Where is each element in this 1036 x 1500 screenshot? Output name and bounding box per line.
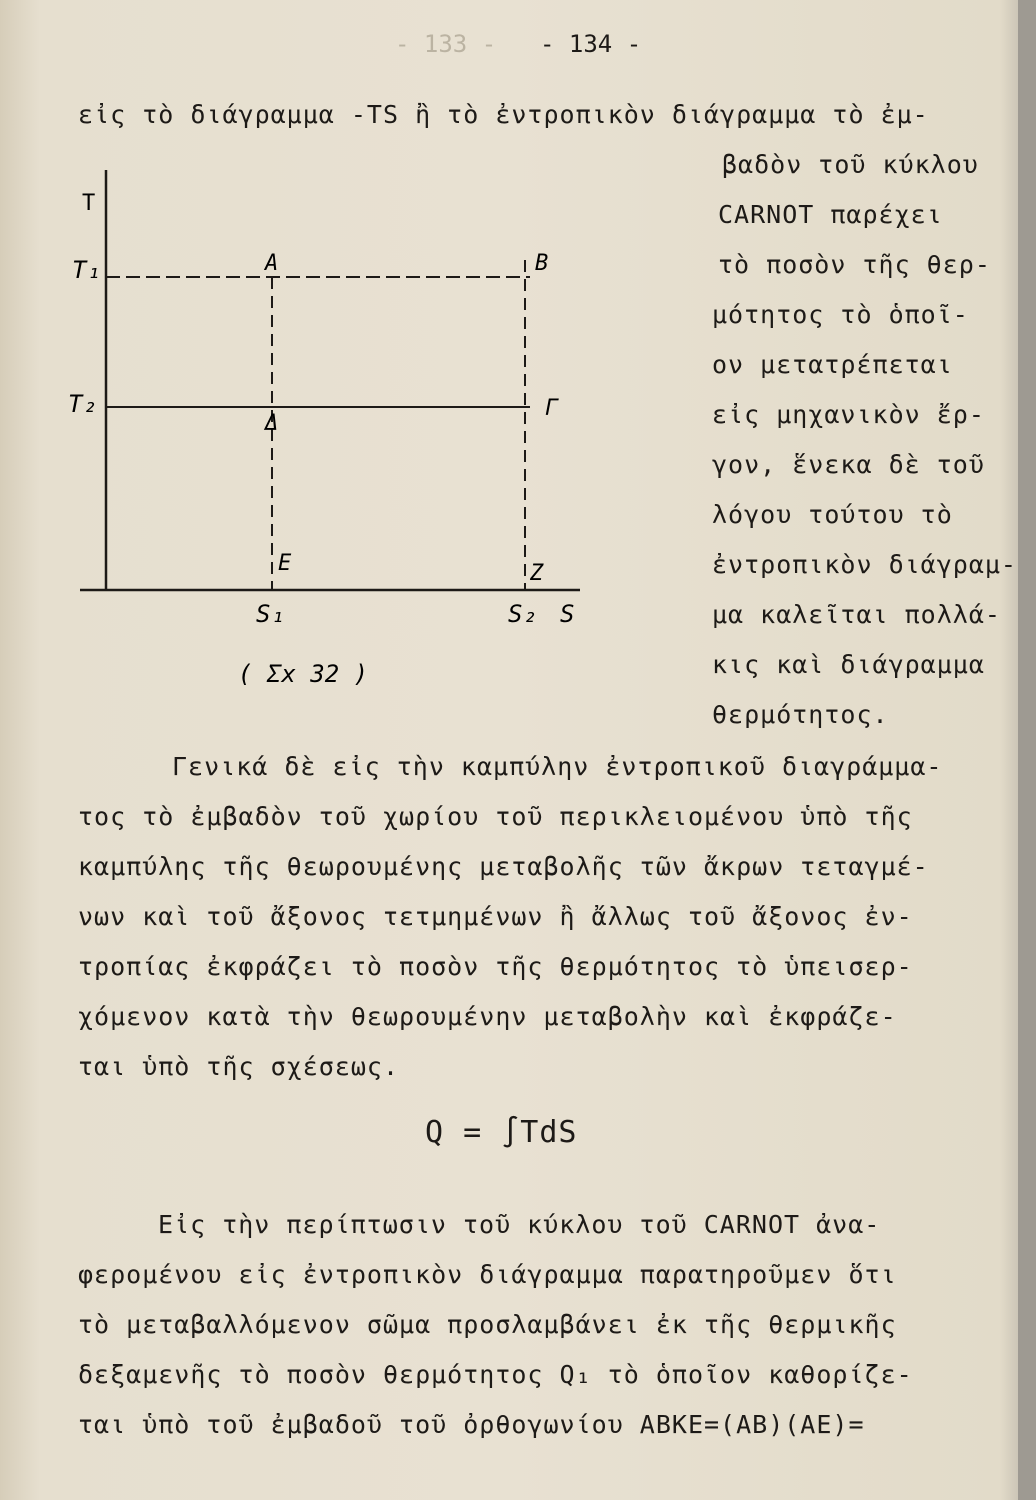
label-e: E xyxy=(278,551,292,576)
paragraph-line-3: καμπύλης τῆς θεωρουμένης μεταβολῆς τῶν ἄκρων τεταγμέ- xyxy=(78,852,929,881)
side-text-7: γον, ἕνεκα δὲ τοῦ xyxy=(712,450,985,479)
paragraph-line-7: ται ὑπὸ τῆς σχέσεως. xyxy=(78,1052,400,1081)
paragraph2-line-1: Εἰς τὴν περίπτωσιν τοῦ κύκλου τοῦ CARNOT ἀνα- xyxy=(158,1210,881,1239)
side-text-8: λόγου τούτου τὸ xyxy=(712,500,953,529)
text-line-1: εἰς τὸ διάγραμμα -TS ἢ τὸ ἐντροπικὸν διάγραμμα τὸ ἐμ- xyxy=(78,100,929,129)
side-text-4: μότητος τὸ ὁποῖ- xyxy=(712,300,969,329)
label-a: A xyxy=(265,251,279,276)
side-text-9: ἐντροπικὸν διάγραμ- xyxy=(712,550,1017,579)
paragraph2-line-5: ται ὑπὸ τοῦ ἐμβαδοῦ τοῦ ὀρθογωνίου ΑΒΚΕ=(ΑΒ)(ΑΕ)= xyxy=(78,1410,865,1439)
paragraph-line-5: τροπίας ἐκφράζει τὸ ποσὸν τῆς θερμότητος τὸ ὑπεισερ- xyxy=(78,952,913,981)
side-text-6: εἰς μηχανικὸν ἔρ- xyxy=(712,400,985,429)
side-text-11: κις καὶ διάγραμμα xyxy=(712,650,985,679)
side-text-1: βαδὸν τοῦ κύκλου xyxy=(722,150,979,179)
paragraph2-line-3: τὸ μεταβαλλόμενον σῶμα προσλαμβάνει ἐκ τῆς θερμικῆς xyxy=(78,1310,897,1339)
side-text-12: θερμότητος. xyxy=(712,700,889,729)
figure-caption: ( Σx 32 ) xyxy=(238,660,369,688)
paragraph2-line-4: δεξαμενῆς τὸ ποσὸν θερμότητος Q₁ τὸ ὁποῖον καθορίζε- xyxy=(78,1360,913,1389)
side-text-2: CARNOT παρέχει xyxy=(718,200,943,229)
paragraph-line-2: τος τὸ ἐμβαδὸν τοῦ χωρίου τοῦ περικλειομένου ὑπὸ τῆς xyxy=(78,802,913,831)
paragraph2-line-2: φερομένου εἰς ἐντροπικὸν διάγραμμα παρατηροῦμεν ὅτι xyxy=(78,1260,897,1289)
faded-page-number: - 133 - xyxy=(395,30,497,58)
label-t: T xyxy=(82,191,96,216)
label-delta: Δ xyxy=(265,411,279,436)
paragraph-line-1: Γενικά δὲ εἰς τὴν καμπύλην ἐντροπικοῦ διαγράμμα- xyxy=(172,752,943,781)
paragraph-line-4: νων καὶ τοῦ ἄξονος τετμημένων ἢ ἄλλως τοῦ ἄξονος ἐν- xyxy=(78,902,913,931)
side-text-3: τὸ ποσὸν τῆς θερ- xyxy=(718,250,991,279)
label-s2: S₂ xyxy=(508,600,537,628)
heat-formula: Q = ∫TdS xyxy=(425,1115,578,1150)
label-gamma: Γ xyxy=(545,396,559,421)
label-s1: S₁ xyxy=(256,600,285,628)
page-number: - 134 - xyxy=(540,30,642,58)
book-spine-edge xyxy=(1018,0,1036,1500)
label-t2: T₂ xyxy=(68,390,97,418)
side-text-10: μα καλεῖται πολλά- xyxy=(712,600,1001,629)
label-s: S xyxy=(560,600,575,628)
side-text-5: ον μετατρέπεται xyxy=(712,350,953,379)
paragraph-line-6: χόμενον κατὰ τὴν θεωρουμένην μεταβολὴν καὶ ἐκφράζε- xyxy=(78,1002,897,1031)
label-z: Z xyxy=(530,561,544,586)
label-t1: T₁ xyxy=(72,256,101,284)
label-b: B xyxy=(535,251,549,276)
entropy-diagram xyxy=(60,160,700,720)
